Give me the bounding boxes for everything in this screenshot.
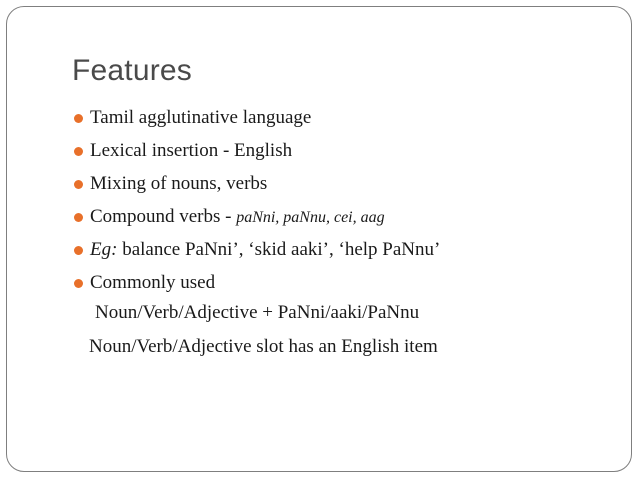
bullet-dot-icon (74, 246, 83, 255)
bullet-italic-prefix: Eg: (90, 239, 118, 260)
bullet-item (74, 104, 440, 137)
bullet-text: Mixing of nouns, verbs (90, 173, 268, 194)
bullet-italic-text: paNni, paNnu, cei, aag (236, 209, 385, 226)
bullet-item (74, 170, 440, 203)
slide-title: Features (72, 54, 192, 87)
bullet-dot-icon (74, 180, 83, 189)
bullet-item (74, 203, 440, 236)
bullet-text: Tamil agglutinative language (90, 107, 312, 128)
bullet-dot-icon (74, 213, 83, 222)
bullet-list (74, 104, 440, 302)
bullet-text: Lexical insertion - English (90, 140, 293, 161)
bullet-item (74, 269, 440, 302)
bullet-text: balance PaNni’, ‘skid aaki’, ‘help PaNnu’ (117, 239, 441, 260)
bullet-text: Compound verbs - (90, 206, 237, 227)
bullet-item (74, 236, 440, 269)
bullet-dot-icon (74, 147, 83, 156)
sub-line: Noun/Verb/Adjective slot has an English item (89, 336, 438, 357)
bullet-dot-icon (74, 279, 83, 288)
sub-line: Noun/Verb/Adjective + PaNni/aaki/PaNnu (95, 302, 420, 323)
bullet-dot-icon (74, 114, 83, 123)
bullet-item (74, 137, 440, 170)
bullet-text: Commonly used (90, 272, 216, 293)
